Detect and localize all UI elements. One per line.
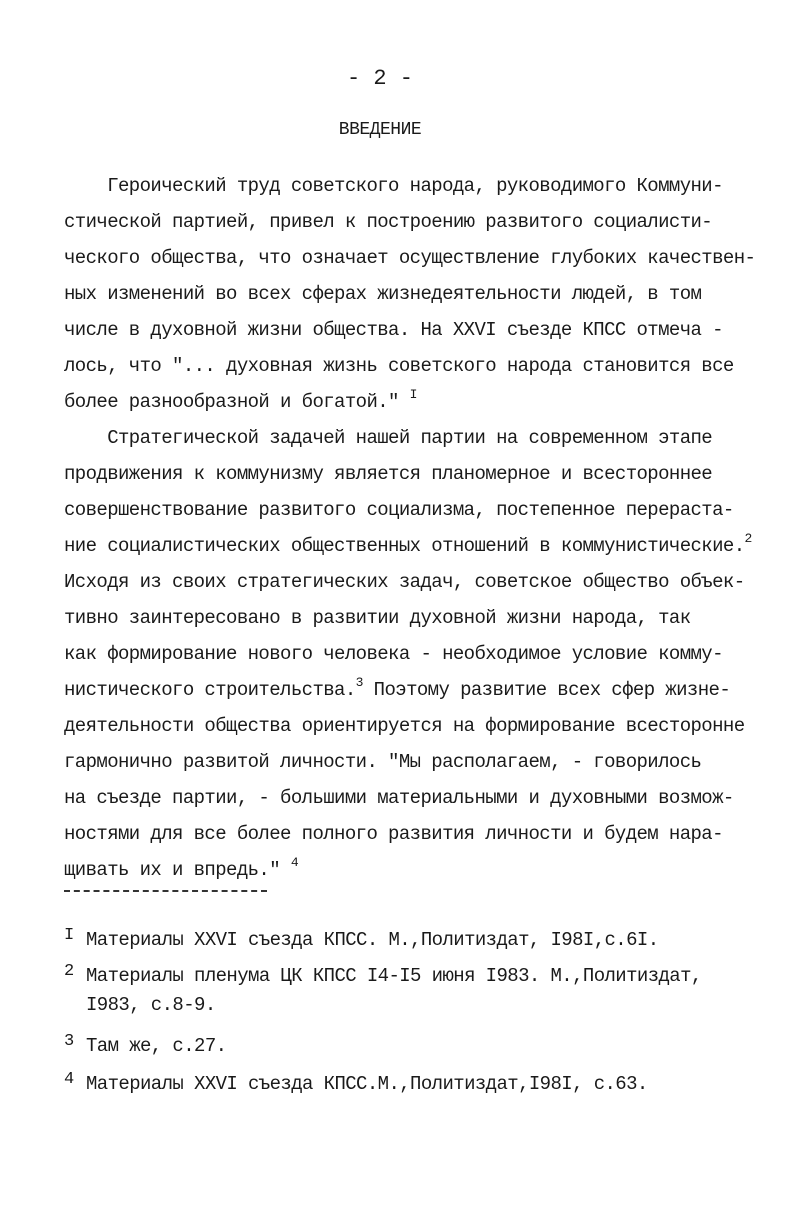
paragraph2-text: ние социалистических общественных отношений в коммунистические. xyxy=(64,535,745,557)
paragraph2-text: щивать их и впредь." xyxy=(64,859,291,881)
paragraph2-line: тивно заинтересовано в развитии духовной жизни народа, так xyxy=(64,607,691,629)
paragraph2-line xyxy=(64,531,752,558)
paragraph2-line: Исходя из своих стратегических задач, советское общество объек- xyxy=(64,571,745,593)
footnote-text: Материалы XXVI съезда КПСС.М.,Политиздат,I98I, с.63. xyxy=(86,1073,648,1095)
paragraph2-text: Поэтому развитие всех сфер жизне- xyxy=(362,679,731,701)
footnote-2-continuation: I983, с.8-9. xyxy=(86,994,216,1016)
footnote-ref-3: 3 xyxy=(355,675,363,690)
paragraph2-line: как формирование нового человека - необходимое условие комму- xyxy=(64,643,723,665)
footnote-ref-4: 4 xyxy=(290,855,299,870)
paragraph1-line: числе в духовной жизни общества. На XXVI съезде КПСС отмеча - xyxy=(64,319,723,341)
paragraph1-line: ческого общества, что означает осуществление глубоких качествен- xyxy=(64,247,756,269)
footnote-mark: 3 xyxy=(64,1032,74,1051)
paragraph2-line: деятельности общества ориентируется на формирование всесторонне xyxy=(64,715,745,737)
footnote-mark: I xyxy=(64,926,74,945)
paragraph2-line-last xyxy=(64,855,299,882)
footnote-4 xyxy=(64,1068,648,1096)
footnote-mark: 2 xyxy=(64,962,74,981)
paragraph2-text: нистического строительства. xyxy=(64,679,356,701)
footnote-divider xyxy=(64,890,267,892)
paragraph1-line: ных изменений во всех сферах жизнедеятельности людей, в том xyxy=(64,283,702,305)
paragraph1-line-last xyxy=(64,387,417,414)
footnote-mark: 4 xyxy=(64,1070,74,1089)
paragraph2-line xyxy=(64,675,731,702)
paragraph1-line: стической партией, привел к построению развитого социалисти- xyxy=(64,211,713,233)
footnote-ref-2: 2 xyxy=(744,531,752,546)
footnote-ref-1: I xyxy=(409,387,417,402)
paragraph1-line: лось, что "... духовная жизнь советского народа становится все xyxy=(64,355,734,377)
footnote-text: Материалы пленума ЦК КПСС I4-I5 июня I983. М.,Политиздат, xyxy=(86,965,702,987)
footnote-text: Там же, с.27. xyxy=(86,1035,227,1057)
footnote-2 xyxy=(64,960,702,988)
paragraph2-line: совершенствование развитого социализма, постепенное перераста- xyxy=(64,499,734,521)
footnote-text: Материалы XXVI съезда КПСС. М.,Политиздат, I98I,с.6I. xyxy=(86,929,659,951)
paragraph1-line: Героический труд советского народа, руководимого Коммуни- xyxy=(64,175,723,197)
paragraph2-line: ностями для все более полного развития личности и будем нара- xyxy=(64,823,723,845)
footnote-1 xyxy=(64,924,659,952)
paragraph2-line: гармонично развитой личности. "Мы располагаем, - говорилось xyxy=(64,751,702,773)
footnote-3 xyxy=(64,1030,226,1058)
paragraph2-line: Стратегической задачей нашей партии на современном этапе xyxy=(64,427,713,449)
paragraph2-line: на съезде партии, - большими материальными и духовными возмож- xyxy=(64,787,734,809)
paragraph1-text: более разнообразной и богатой." xyxy=(64,391,410,413)
paragraph2-line: продвижения к коммунизму является планомерное и всестороннее xyxy=(64,463,713,485)
page-number: - 2 - xyxy=(346,66,413,91)
section-heading: ВВЕДЕНИЕ xyxy=(338,120,422,140)
